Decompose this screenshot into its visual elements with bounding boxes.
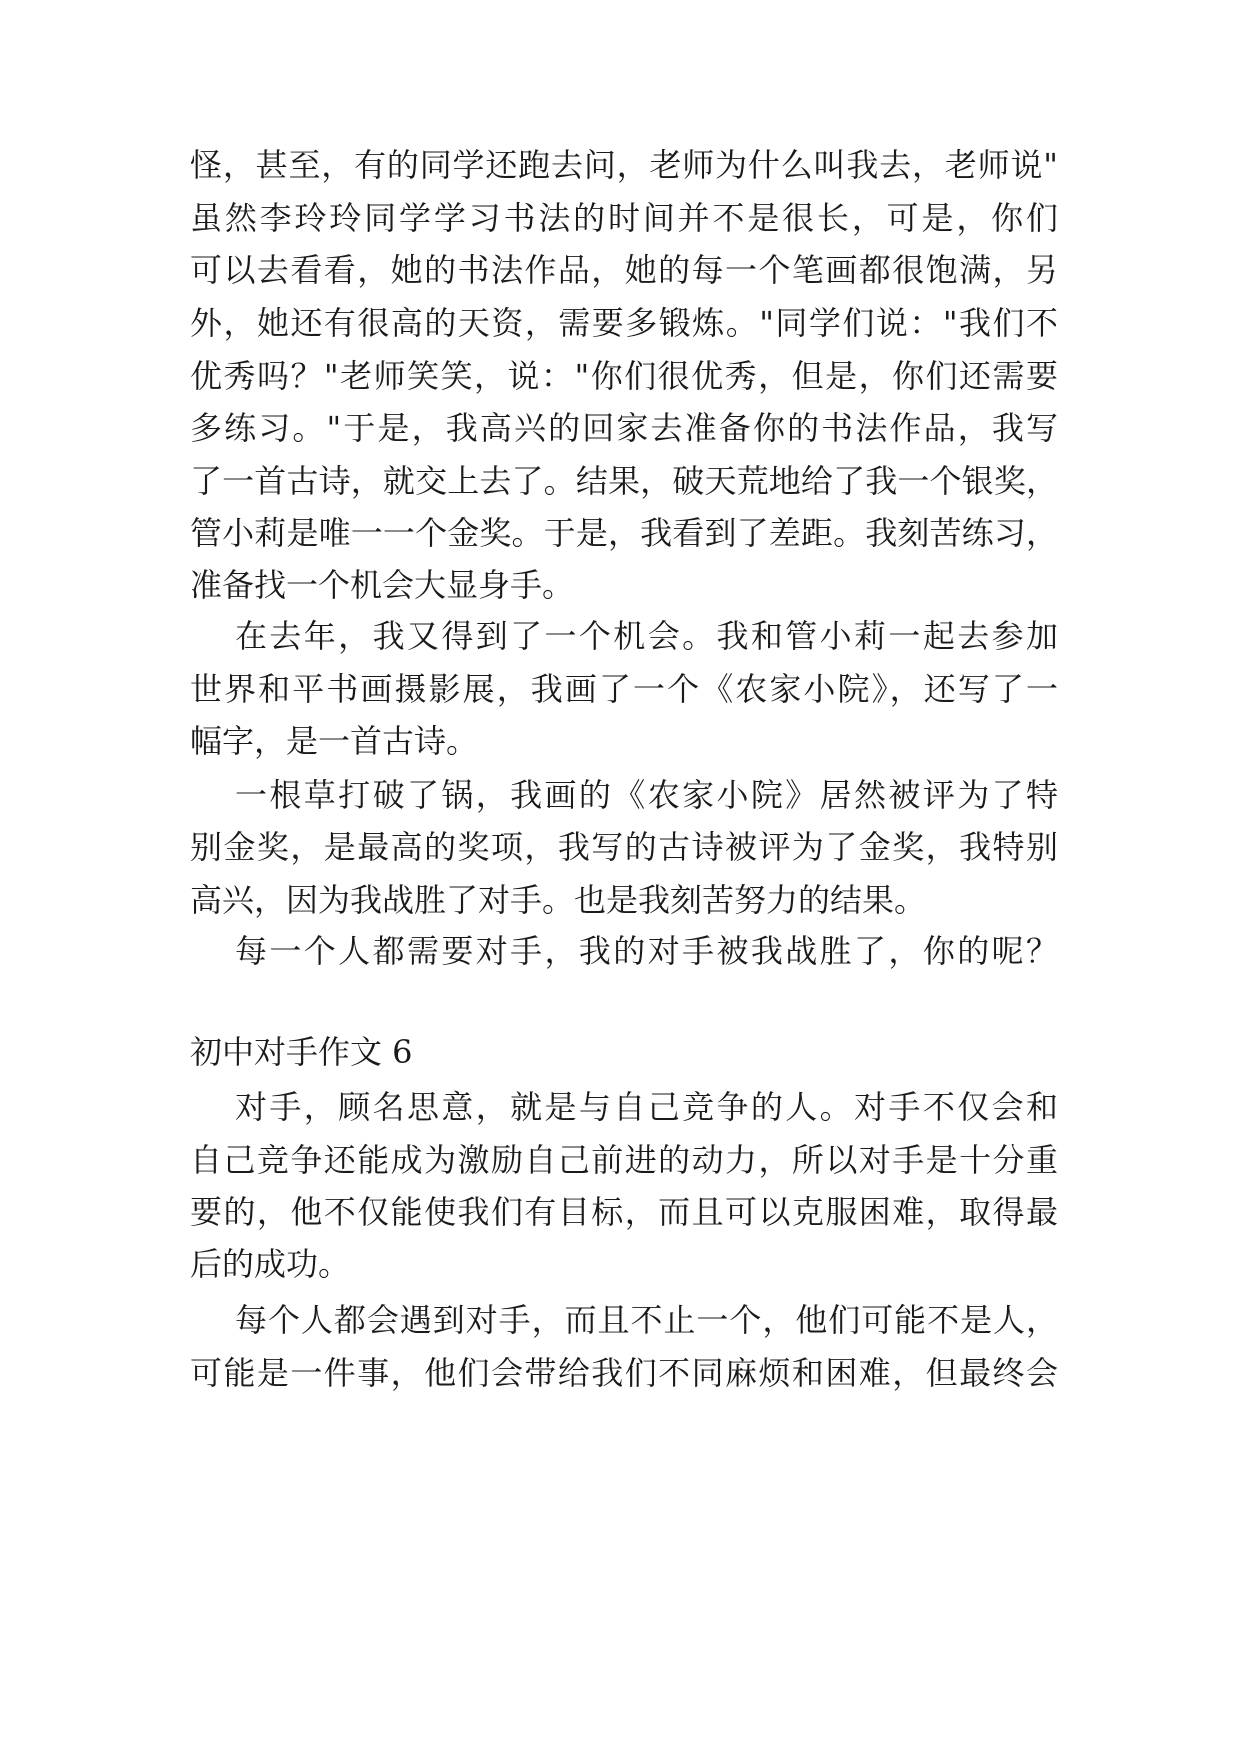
section-title: 初中对手作文 6 bbox=[190, 1033, 413, 1071]
paragraph-first-line: 每一个人都需要对手，我的对手被我战胜了，你的呢？ bbox=[235, 932, 1058, 970]
body-text-line: 别金奖，是最高的奖项，我写的古诗被评为了金奖，我特别 bbox=[190, 828, 1058, 866]
body-text-line: 世界和平书画摄影展，我画了一个《农家小院》，还写了一 bbox=[190, 670, 1058, 708]
paragraph-first-line: 一根草打破了锅，我画的《农家小院》居然被评为了特 bbox=[235, 776, 1058, 814]
body-text-line: 自己竞争还能成为激励自己前进的动力，所以对手是十分重 bbox=[190, 1141, 1058, 1179]
body-text-line: 多练习。"于是，我高兴的回家去准备你的书法作品，我写 bbox=[190, 409, 1058, 447]
body-text-line: 怪，甚至，有的同学还跑去问，老师为什么叫我去，老师说" bbox=[190, 146, 1058, 184]
body-text-line: 幅字，是一首古诗。 bbox=[190, 722, 479, 760]
paragraph-first-line: 对手，顾名思意，就是与自己竞争的人。对手不仅会和 bbox=[235, 1088, 1058, 1126]
body-text-line: 外，她还有很高的天资，需要多锻炼。"同学们说："我们不 bbox=[190, 304, 1058, 342]
paragraph-first-line: 在去年，我又得到了一个机会。我和管小莉一起去参加 bbox=[235, 617, 1058, 655]
body-text-line: 准备找一个机会大显身手。 bbox=[190, 566, 575, 604]
body-text-line: 可能是一件事，他们会带给我们不同麻烦和困难，但最终会 bbox=[190, 1354, 1058, 1392]
body-text-line: 虽然李玲玲同学学习书法的时间并不是很长，可是，你们 bbox=[190, 199, 1058, 237]
paragraph-first-line: 每个人都会遇到对手，而且不止一个，他们可能不是人， bbox=[235, 1301, 1058, 1339]
body-text-line: 要的，他不仅能使我们有目标，而且可以克服困难，取得最 bbox=[190, 1193, 1058, 1231]
body-text-line: 了一首古诗，就交上去了。结果，破天荒地给了我一个银奖， bbox=[190, 462, 1058, 500]
body-text-line: 高兴，因为我战胜了对手。也是我刻苦努力的结果。 bbox=[190, 881, 927, 919]
body-text-line: 管小莉是唯一一个金奖。于是，我看到了差距。我刻苦练习， bbox=[190, 514, 1058, 552]
body-text-line: 优秀吗？"老师笑笑，说："你们很优秀，但是，你们还需要 bbox=[190, 357, 1058, 395]
body-text-line: 可以去看看，她的书法作品，她的每一个笔画都很饱满，另 bbox=[190, 251, 1058, 289]
body-text-line: 后的成功。 bbox=[190, 1245, 351, 1283]
